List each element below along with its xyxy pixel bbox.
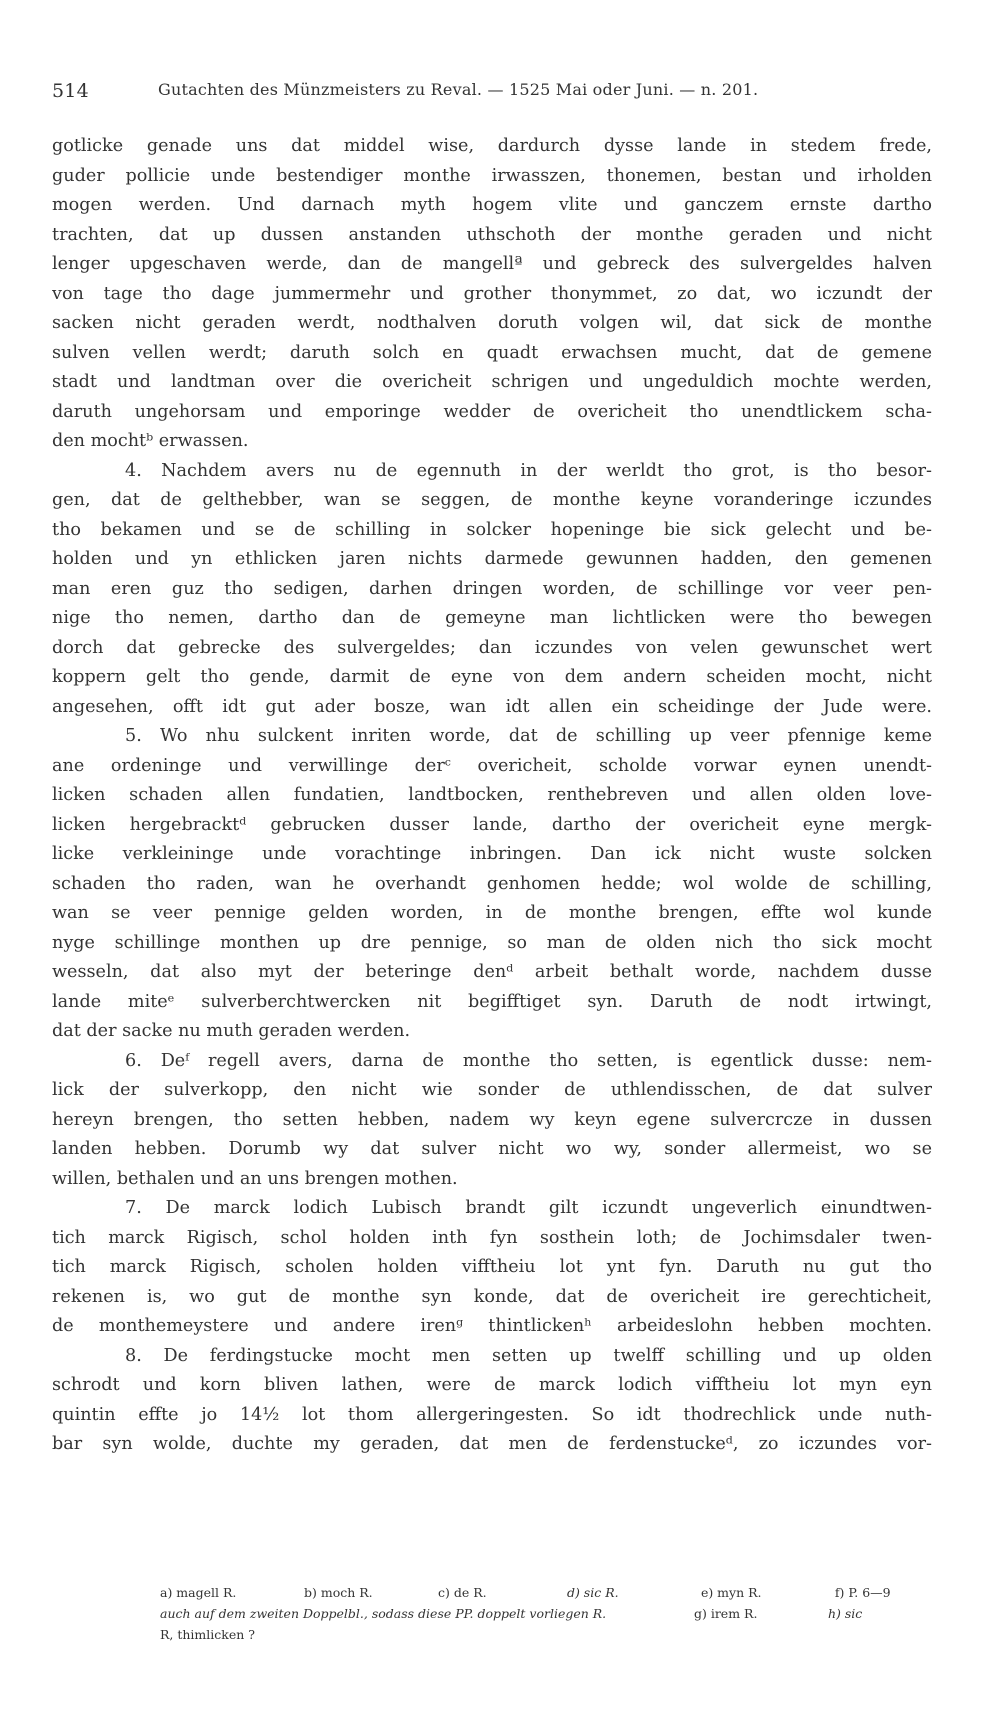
text-line: mogen werden. Und darnach myth hogem vlite und ganczem ernste dartho bbox=[52, 195, 932, 215]
footnote-h-continued: R, thimlicken ? bbox=[160, 1627, 255, 1642]
text-line: man eren guz tho sedigen, darhen dringen worden, de schillinge vor veer pen- bbox=[52, 578, 932, 599]
text-line: hereyn brengen, tho setten hebben, nadem wy keyn egene sulvercrcze in dussen bbox=[52, 1109, 932, 1130]
text-line: de monthemeystere und andere irenᵍ thintlickenʰ arbeideslohn hebben mochten. bbox=[52, 1316, 932, 1336]
text-line: von tage tho dage jummermehr und grother thonymmet, zo dat, wo iczundt der bbox=[52, 283, 932, 304]
text-line: sulven vellen werdt; daruth solch en quadt erwachsen mucht, dat de gemene bbox=[52, 342, 932, 363]
footnote-row bbox=[160, 1603, 932, 1624]
running-title: Gutachten des Münzmeisters zu Reval. — 1525 Mai oder Juni. — n. 201. bbox=[158, 80, 759, 99]
text-line: sacken nicht geraden werdt, nodthalven doruth volgen wil, dat sick de monthe bbox=[52, 313, 932, 333]
section-7-start: 7. De marck lodich Lubisch brandt gilt iczundt ungeverlich einundtwen- bbox=[125, 1198, 932, 1218]
text-line: lande miteᵉ sulverberchtwercken nit begifftiget syn. Daruth de nodt irtwingt, bbox=[52, 991, 932, 1012]
text-line: dat der sacke nu muth geraden werden. bbox=[52, 1021, 411, 1041]
text-line: daruth ungehorsam und emporinge wedder de overicheit tho unendtlickem scha- bbox=[52, 401, 932, 422]
text-line: dorch dat gebrecke des sulvergeldes; dan iczundes von velen gewunschet wert bbox=[52, 637, 932, 658]
section-6-start: 6. Deᶠ regell avers, darna de monthe tho setten, is egentlick dusse: nem- bbox=[125, 1050, 932, 1071]
text-line: gotlicke genade uns dat middel wise, dardurch dysse lande in stedem frede, bbox=[52, 136, 932, 156]
text-line: trachten, dat up dussen anstanden uthschoth der monthe geraden und nicht bbox=[52, 224, 932, 245]
footnote-a: a) magell R. bbox=[160, 1585, 237, 1600]
footnote-e: e) myn R. bbox=[700, 1585, 762, 1600]
text-line: rekenen is, wo gut de monthe syn konde, dat de overicheit ire gerechticheit, bbox=[52, 1286, 932, 1307]
text-line: licken hergebracktᵈ gebrucken dusser lande, dartho der overicheit eyne mergk- bbox=[52, 814, 932, 835]
section-5-start: 5. Wo nhu sulckent inriten worde, dat de schilling up veer pfennige keme bbox=[125, 726, 932, 746]
text-line: holden und yn ethlicken jaren nichts darmede gewunnen hadden, den gemenen bbox=[52, 549, 932, 569]
footnote-row bbox=[160, 1582, 932, 1603]
footnote-row bbox=[160, 1624, 932, 1645]
text-line: ane ordeninge und verwillinge derᶜ overicheit, scholde vorwar eynen unendt- bbox=[52, 755, 932, 776]
text-line: licke verkleininge unde vorachtinge inbringen. Dan ick nicht wuste solcken bbox=[52, 844, 932, 864]
text-line: tich marck Rigisch, scholen holden vifftheiu lot ynt fyn. Daruth nu gut tho bbox=[52, 1257, 932, 1277]
text-line: quintin effte jo 14½ lot thom allergeringesten. So idt thodrechlick unde nuth- bbox=[52, 1404, 932, 1425]
text-line: nige tho nemen, dartho dan de gemeyne man lichtlicken were tho bewegen bbox=[52, 608, 932, 628]
text-line: schrodt und korn bliven lathen, were de marck lodich vifftheiu lot myn eyn bbox=[52, 1375, 932, 1395]
page-header bbox=[52, 76, 932, 106]
footnotes bbox=[160, 1582, 932, 1645]
text-line: landen hebben. Dorumb wy dat sulver nicht wo wy, sonder allermeist, wo se bbox=[52, 1139, 932, 1159]
text-line: gen, dat de gelthebber, wan se seggen, de monthe keyne voranderinge iczundes bbox=[52, 490, 932, 510]
footnote-d: d) sic R. bbox=[566, 1585, 619, 1600]
text-line: tich marck Rigisch, schol holden inth fyn sosthein loth; de Jochimsdaler twen- bbox=[52, 1227, 932, 1248]
footnote-h: h) sic bbox=[827, 1606, 863, 1621]
text-line: tho bekamen und se de schilling in solcker hopeninge bie sick gelecht und be- bbox=[52, 519, 932, 540]
text-line: bar syn wolde, duchte my geraden, dat men de ferdenstuckeᵈ, zo iczundes vor- bbox=[52, 1434, 932, 1454]
text-line: schaden tho raden, wan he overhandt genhomen hedde; wol wolde de schilling, bbox=[52, 873, 932, 894]
footnote-c: c) de R. bbox=[437, 1585, 487, 1600]
text-line: guder pollicie unde bestendiger monthe irwasszen, thonemen, bestan und irholden bbox=[52, 165, 932, 186]
footnote-f-continued: auch auf dem zweiten Doppelbl., sodass diese PP. doppelt vorliegen R. bbox=[160, 1606, 607, 1621]
footnote-g: g) irem R. bbox=[693, 1606, 758, 1621]
text-line: den mochtᵇ erwassen. bbox=[52, 431, 249, 451]
text-line: wesseln, dat also myt der beteringe denᵈ arbeit bethalt worde, nachdem dusse bbox=[52, 962, 932, 982]
text-line: angesehen, offt idt gut ader bosze, wan idt allen ein scheidinge der Jude were. bbox=[52, 696, 932, 717]
text-line: stadt und landtman over die overicheit schrigen und ungeduldich mochte werden, bbox=[52, 372, 932, 392]
section-8-start: 8. De ferdingstucke mocht men setten up twelff schilling und up olden bbox=[125, 1345, 932, 1366]
footnote-f: f) P. 6—9 bbox=[834, 1585, 891, 1600]
footnote-b: b) moch R. bbox=[303, 1585, 373, 1600]
text-line: koppern gelt tho gende, darmit de eyne von dem andern scheiden mocht, nicht bbox=[52, 667, 932, 687]
main-text bbox=[52, 132, 932, 1460]
text-line: lenger upgeschaven werde, dan de mangellª und gebreck des sulvergeldes halven bbox=[52, 254, 932, 274]
text-line: willen, bethalen und an uns brengen mothen. bbox=[52, 1168, 458, 1189]
text-line: licken schaden allen fundatien, landtbocken, renthebreven und allen olden love- bbox=[52, 785, 932, 805]
text-line: wan se veer pennige gelden worden, in de monthe brengen, effte wol kunde bbox=[52, 903, 932, 923]
page-number: 514 bbox=[52, 80, 89, 102]
text-line: lick der sulverkopp, den nicht wie sonder de uthlendisschen, de dat sulver bbox=[52, 1080, 932, 1100]
section-4-start: 4. Nachdem avers nu de egennuth in der werldt tho grot, is tho besor- bbox=[125, 460, 932, 481]
text-line: nyge schillinge monthen up dre pennige, so man de olden nich tho sick mocht bbox=[52, 932, 932, 953]
